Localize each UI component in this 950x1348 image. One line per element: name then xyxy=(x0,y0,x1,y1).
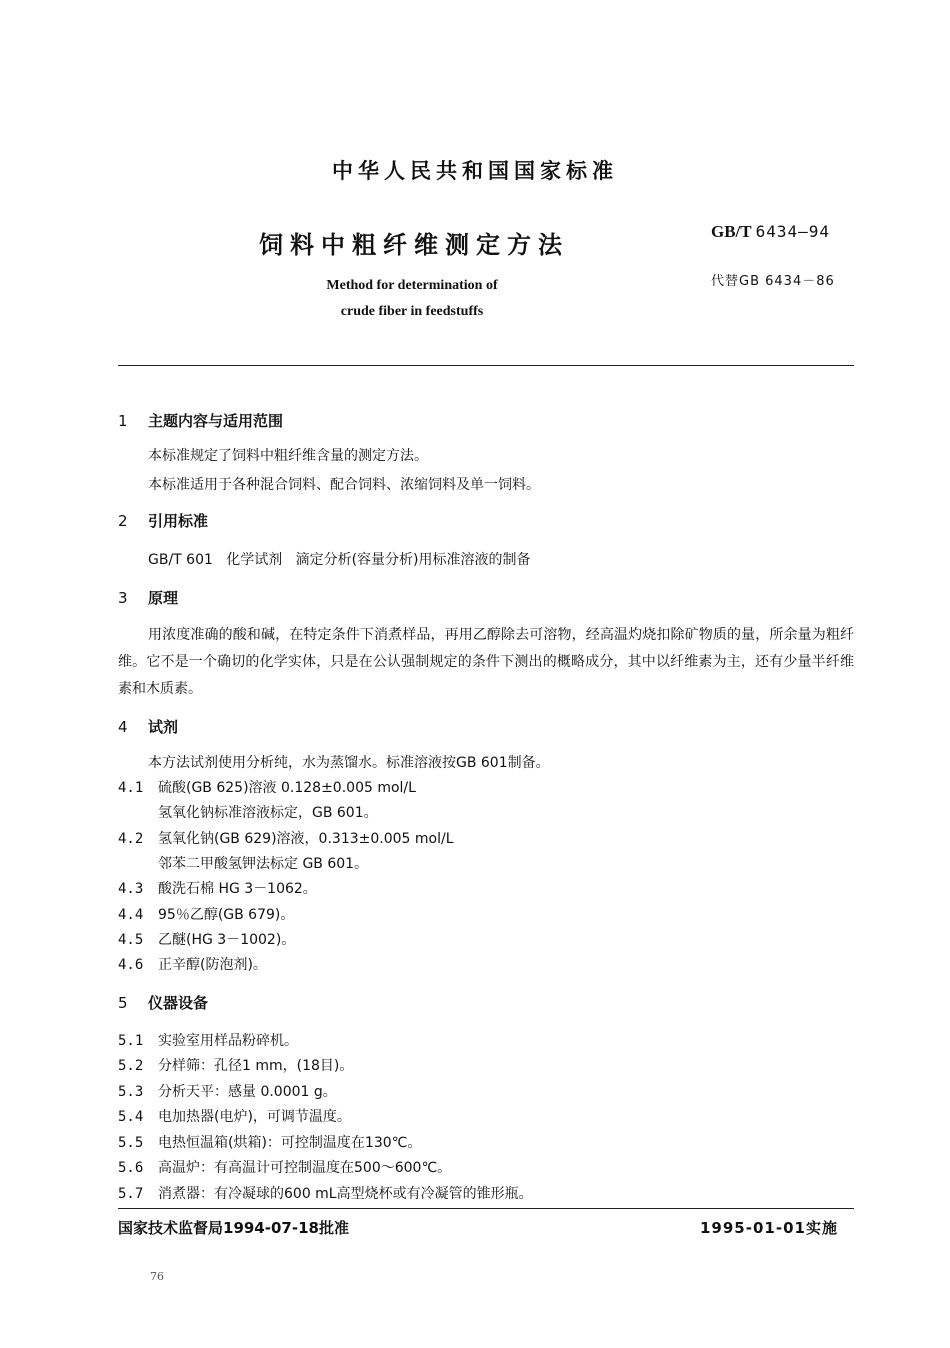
list-item: 4.6 正辛醇(防泡剂)。 xyxy=(118,957,267,973)
list-item: 4.3 酸洗石棉 HG 3－1062。 xyxy=(118,881,317,897)
document-title-en-line2: crude fiber in feedstuffs xyxy=(340,304,484,319)
section-3-title: 原理 xyxy=(148,589,179,607)
list-item: 氢氧化钠标准溶液标定，GB 601。 xyxy=(158,805,378,821)
section-4-heading xyxy=(118,716,178,737)
list-item: 邻苯二甲酸氢钾法标定 GB 601。 xyxy=(158,856,369,872)
section-5-number: 5 xyxy=(118,994,128,1012)
section-1-paragraph-2: 本标准适用于各种混合饲料、配合饲料、浓缩饲料及单一饲料。 xyxy=(148,477,540,493)
list-item: 5.6 高温炉：有高温计可控制温度在500～600℃。 xyxy=(118,1160,452,1176)
section-3-paragraph: 用浓度准确的酸和碱，在特定条件下消煮样品，再用乙醇除去可溶物，经高温灼烧扣除矿物质的量，所余量为粗纤维。它不是一个确切的化学实体，只是在公认强制规定的条件下测出的概略成分，其中以纤维素为主，还有少量半纤维素和木质素。 xyxy=(118,627,854,697)
standard-code-prefix: GB/T xyxy=(711,222,752,241)
header-divider xyxy=(118,365,854,366)
section-3-number: 3 xyxy=(118,589,128,607)
section-2-title: 引用标准 xyxy=(148,512,209,530)
section-1-paragraph-1: 本标准规定了饲料中粗纤维含量的测定方法。 xyxy=(148,448,428,464)
section-4-title: 试剂 xyxy=(148,718,179,736)
approval-statement: 国家技术监督局1994-07-18批准 xyxy=(118,1219,349,1237)
standard-code xyxy=(711,222,830,242)
footer-divider xyxy=(118,1208,854,1209)
section-2-heading xyxy=(118,510,208,531)
list-item: 4.2 氢氧化钠(GB 629)溶液，0.313±0.005 mol/L xyxy=(118,831,454,847)
page-number: 76 xyxy=(150,1270,164,1283)
standard-code-number: 6434—94 xyxy=(755,222,831,241)
list-item: 5.1 实验室用样品粉碎机。 xyxy=(118,1033,298,1049)
section-1-number: 1 xyxy=(118,412,128,430)
replaces-standard: 代替GB 6434－86 xyxy=(711,274,835,289)
section-4-intro: 本方法试剂使用分析纯，水为蒸馏水。标准溶液按GB 601制备。 xyxy=(148,755,550,771)
list-item: 5.2 分样筛：孔径1 mm，(18目)。 xyxy=(118,1058,354,1074)
list-item: 5.7 消煮器：有冷凝球的600 mL高型烧杯或有冷凝管的锥形瓶。 xyxy=(118,1186,533,1202)
document-title-en-line1: Method for determination of xyxy=(326,278,498,293)
list-item: 5.3 分析天平：感量 0.0001 g。 xyxy=(118,1084,337,1100)
effective-date: 1995-01-01实施 xyxy=(700,1219,838,1237)
section-1-title: 主题内容与适用范围 xyxy=(148,412,284,430)
section-4-number: 4 xyxy=(118,718,128,736)
list-item: 4.4 95％乙醇(GB 679)。 xyxy=(118,907,295,923)
section-5-title: 仪器设备 xyxy=(148,994,209,1012)
section-1-heading xyxy=(118,410,283,431)
list-item: 5.5 电热恒温箱(烘箱)：可控制温度在130℃。 xyxy=(118,1135,422,1151)
list-item: 5.4 电加热器(电炉)，可调节温度。 xyxy=(118,1109,351,1125)
list-item: 4.5 乙醚(HG 3－1002)。 xyxy=(118,932,296,948)
section-5-heading xyxy=(118,992,208,1013)
national-standard-heading: 中华人民共和国国家标准 xyxy=(332,159,618,183)
section-2-number: 2 xyxy=(118,512,128,530)
section-3-heading xyxy=(118,587,178,608)
list-item: 4.1 硫酸(GB 625)溶液 0.128±0.005 mol/L xyxy=(118,780,416,796)
section-2-reference: GB/T 601 化学试剂 滴定分析(容量分析)用标准溶液的制备 xyxy=(148,552,531,568)
document-title-cn: 饲料中粗纤维测定方法 xyxy=(259,231,569,259)
